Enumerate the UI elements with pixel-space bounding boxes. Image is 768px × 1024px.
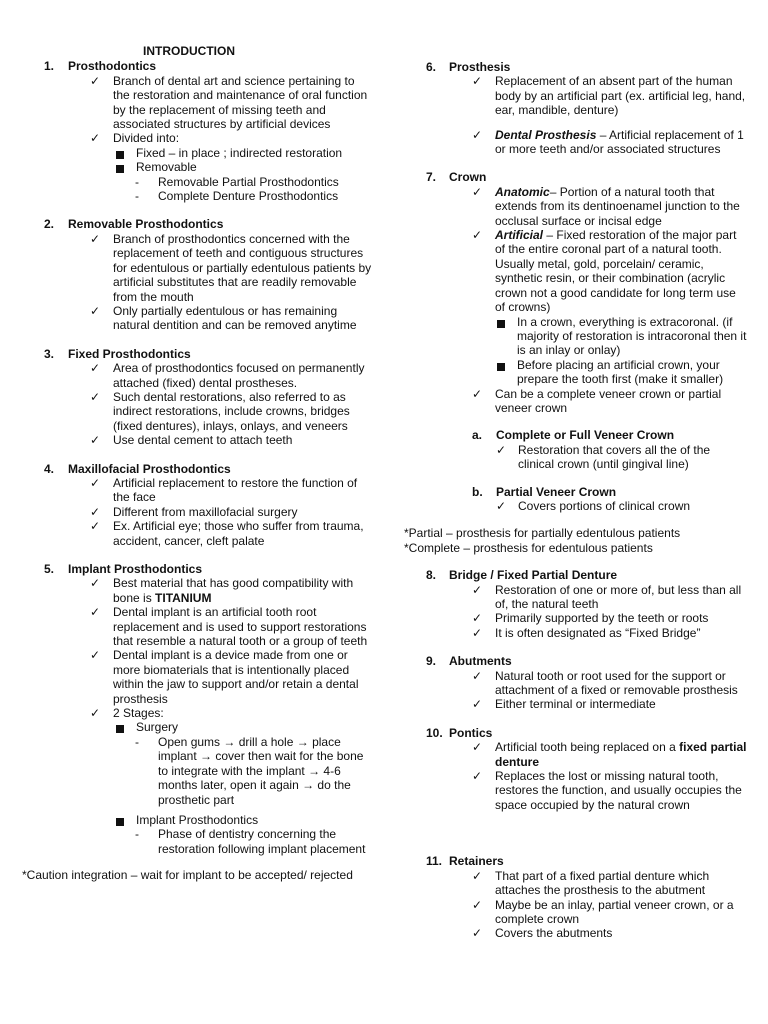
bullet-item	[90, 304, 372, 333]
check-icon: ✓	[496, 442, 507, 457]
section-heading	[404, 726, 749, 740]
bullet-item	[90, 505, 372, 519]
sub-bullet-text: Removable	[136, 160, 197, 175]
section-heading	[22, 462, 372, 476]
subsection-number: a.	[472, 428, 483, 443]
check-icon: ✓	[90, 576, 101, 591]
check-icon: ✓	[472, 127, 483, 142]
check-icon: ✓	[90, 361, 101, 376]
subsection-number: b.	[472, 484, 483, 499]
check-icon: ✓	[90, 73, 101, 88]
bullet-item	[90, 605, 372, 648]
dash-icon: -	[135, 734, 139, 749]
bullet-text: It is often designated as “Fixed Bridge”	[495, 625, 701, 640]
subsection-heading	[472, 428, 749, 442]
check-icon: ✓	[472, 184, 483, 199]
bullet-text: Such dental restorations, also referred to as indirect restorations, include crowns, bridges (fixed dentures), inlays, onlays, and veneers	[113, 389, 350, 433]
check-icon: ✓	[472, 740, 483, 755]
bullet-text: Branch of prosthodontics concerned with the replacement of teeth and contiguous structures for edentulous or partially edentulous patients by artificial substitutes that are readily removable from the mouth	[113, 231, 372, 304]
check-icon: ✓	[472, 611, 483, 626]
bullet-text: Restoration of one or more of, but less than all of, the natural teeth	[495, 582, 742, 611]
section-number: 3.	[44, 346, 55, 361]
bullet-text: Best material that has good compatibility with bone is TITANIUM	[113, 576, 354, 605]
section-title: Prosthesis	[449, 60, 511, 74]
section-number: 7.	[426, 170, 437, 185]
dash-item	[135, 735, 372, 807]
bullet-text: Can be a complete veneer crown or partial veneer crown	[495, 386, 722, 415]
bullet-text: Replacement of an absent part of the human body by an artificial part (ex. artificial leg, hand, ear, mandible, denture)	[495, 74, 746, 118]
dash-icon: -	[135, 174, 139, 189]
section-removable-prosthodontics	[22, 217, 372, 332]
check-icon: ✓	[90, 605, 101, 620]
bullet-text: Ex. Artificial eye; those who suffer from trauma, accident, cancer, cleft palate	[113, 519, 364, 548]
check-icon: ✓	[496, 498, 507, 513]
check-icon: ✓	[90, 303, 101, 318]
bullet-item	[90, 706, 372, 720]
section-heading	[22, 217, 372, 231]
bullet-item	[90, 74, 372, 132]
dash-text: Open gums → drill a hole → place implant → cover then wait for the bone to integrate with the implant → 4-6 months later, open it again → do the prosthetic part	[158, 734, 364, 807]
section-title: Abutments	[449, 654, 512, 669]
sub-bullet-text: Fixed – in place ; indirected restoration	[136, 145, 343, 160]
bullet-text: Replaces the lost or missing natural tooth, restores the function, and usually occupies the space occupied by the natural crown	[495, 769, 742, 812]
bullet-text: Maybe be an inlay, partial veneer crown, or a complete crown	[495, 897, 734, 926]
section-fixed-prosthodontics	[22, 347, 372, 448]
bullet-item	[90, 519, 372, 548]
bullet-text: Covers the abutments	[495, 926, 613, 941]
section-retainers	[404, 854, 749, 940]
bullet-item	[472, 769, 749, 812]
section-heading	[22, 59, 372, 73]
section-crown	[404, 170, 749, 555]
check-icon: ✓	[90, 648, 101, 663]
sub-bullet-item	[115, 720, 372, 734]
section-title: Retainers	[449, 854, 504, 869]
term-text: Anatomic	[495, 184, 550, 199]
square-bullet-icon	[496, 315, 517, 358]
bullet-item	[472, 611, 749, 625]
bullet-item	[496, 499, 749, 513]
bullet-text: Artificial tooth being replaced on a fixed partial denture	[495, 740, 747, 769]
dash-item	[135, 175, 372, 189]
section-heading	[404, 170, 749, 184]
sub-bullet-item	[115, 146, 372, 160]
section-heading	[404, 60, 749, 74]
dash-text: Removable Partial Prosthodontics	[158, 174, 339, 189]
sub-bullet-item	[115, 160, 372, 174]
bullet-text: Divided into:	[113, 131, 180, 146]
section-title: Removable Prosthodontics	[68, 217, 224, 232]
bullet-item	[472, 926, 749, 940]
bullet-text: Dental Prosthesis – Artificial replacement of 1 or more teeth and/or associated structures	[495, 127, 744, 157]
bullet-item	[472, 74, 749, 117]
check-icon: ✓	[472, 926, 483, 941]
subsection-title: Partial Veneer Crown	[496, 484, 617, 499]
check-icon: ✓	[90, 475, 101, 490]
section-title: Fixed Prosthodontics	[68, 346, 191, 361]
square-bullet-icon	[115, 160, 136, 174]
check-icon: ✓	[90, 389, 101, 404]
check-icon: ✓	[472, 386, 483, 401]
square-bullet-icon	[115, 146, 136, 160]
check-icon: ✓	[472, 582, 483, 597]
bullet-item	[472, 898, 749, 927]
section-title: Bridge / Fixed Partial Denture	[449, 568, 618, 583]
section-title: Maxillofacial Prosthodontics	[68, 461, 231, 476]
bullet-text: Area of prosthodontics focused on permanently attached (fixed) dental prostheses.	[113, 361, 365, 390]
sub-bullet-item	[496, 315, 749, 358]
term-text: Artificial	[495, 228, 544, 243]
subsection-title: Complete or Full Veneer Crown	[496, 428, 675, 443]
section-number: 8.	[426, 568, 437, 583]
check-icon: ✓	[472, 74, 483, 89]
check-icon: ✓	[472, 668, 483, 683]
section-number: 1.	[44, 59, 55, 74]
square-bullet-icon	[115, 720, 136, 734]
section-number: 10.	[426, 725, 443, 740]
section-abutments	[404, 654, 749, 712]
dash-text: Complete Denture Prosthodontics	[158, 189, 339, 204]
bullet-item	[472, 697, 749, 711]
bullet-item	[90, 476, 372, 505]
bullet-text: Natural tooth or root used for the support or attachment of a fixed or removable prosthesis	[495, 668, 738, 698]
section-number: 2.	[44, 217, 55, 232]
emphasis-text: fixed partial denture	[495, 740, 747, 769]
dash-icon: -	[135, 827, 139, 842]
partial-note: *Partial – prosthesis for partially edentulous patients	[404, 526, 681, 541]
bullet-text: Artificial replacement to restore the function of the face	[113, 475, 358, 505]
section-title: Crown	[449, 170, 487, 185]
section-maxillofacial-prosthodontics	[22, 462, 372, 548]
bullet-text: Only partially edentulous or has remaining natural dentition and can be removed anytime	[113, 303, 357, 333]
bullet-text: Artificial – Fixed restoration of the major part of the entire coronal part of a natural tooth. Usually metal, gold, porcelain/ ceramic, synthetic resin, or their combination (acrylic crown not a good candidate for long term use of crowns)	[495, 228, 737, 315]
check-icon: ✓	[472, 697, 483, 712]
bullet-item	[90, 576, 372, 605]
sub-bullet-text: In a crown, everything is extracoronal. (if majority of restoration is intracoronal then it is an inlay or onlay)	[517, 314, 747, 358]
bullet-text: Use dental cement to attach teeth	[113, 433, 293, 448]
section-heading	[404, 654, 749, 668]
bullet-text: Branch of dental art and science pertaining to the restoration and maintenance of oral function by the replacement of missing teeth and associated structures by artificial devices	[113, 73, 368, 132]
section-prosthodontics	[22, 59, 372, 203]
bullet-text: Dental implant is a device made from one or more biomaterials that is intentionally placed within the jaw to support and/or retain a dental prosthesis	[113, 648, 359, 706]
bullet-item	[90, 390, 372, 433]
section-number: 9.	[426, 654, 437, 669]
check-icon: ✓	[90, 433, 101, 448]
dash-icon: -	[135, 189, 139, 204]
section-number: 5.	[44, 562, 55, 576]
section-number: 6.	[426, 60, 437, 74]
square-bullet-icon	[496, 358, 517, 387]
subsection-heading	[472, 485, 749, 499]
check-icon: ✓	[90, 231, 101, 246]
section-prosthesis	[404, 60, 749, 156]
bullet-item	[472, 626, 749, 640]
bullet-text: Different from maxillofacial surgery	[113, 504, 298, 519]
bullet-text: Either terminal or intermediate	[495, 697, 656, 712]
check-icon: ✓	[90, 504, 101, 519]
bullet-item	[496, 443, 749, 472]
bullet-text: Dental implant is an artificial tooth root replacement and is used to support restorations that resemble a natural tooth or a group of teeth	[113, 605, 368, 649]
check-icon: ✓	[472, 625, 483, 640]
section-pontics	[404, 726, 749, 812]
section-heading	[404, 854, 749, 868]
bullet-item	[472, 185, 749, 228]
bullet-item	[472, 740, 749, 769]
bullet-item	[90, 648, 372, 706]
bullet-item	[472, 228, 749, 314]
section-heading	[22, 562, 372, 576]
left-column	[22, 44, 372, 883]
right-column	[404, 60, 749, 955]
check-icon: ✓	[472, 228, 483, 243]
dash-item	[135, 827, 372, 856]
section-implant-prosthodontics	[22, 562, 372, 856]
check-icon: ✓	[90, 131, 101, 146]
sub-bullet-text: Implant Prosthodontics	[136, 812, 259, 827]
sub-bullet-item	[115, 813, 372, 827]
square-bullet-icon	[115, 813, 136, 827]
bullet-item	[90, 131, 372, 145]
sub-bullet-text: Before placing an artificial crown, your prepare the tooth first (make it smaller)	[517, 357, 724, 387]
page-title: INTRODUCTION	[143, 44, 235, 58]
caution-note: *Caution integration – wait for implant to be accepted/ rejected	[22, 868, 353, 883]
section-heading	[22, 347, 372, 361]
section-number: 4.	[44, 461, 55, 476]
check-icon: ✓	[472, 897, 483, 912]
bullet-text: That part of a fixed partial denture which attaches the prosthesis to the abutment	[495, 868, 710, 898]
sub-bullet-text: Surgery	[136, 720, 179, 735]
dash-text: Phase of dentistry concerning the restoration following implant placement	[158, 827, 366, 856]
bullet-item	[90, 433, 372, 447]
bullet-text: Covers portions of clinical crown	[518, 498, 691, 513]
bullet-text: Primarily supported by the teeth or roots	[495, 611, 709, 626]
complete-note: *Complete – prosthesis for edentulous patients	[404, 540, 653, 555]
check-icon: ✓	[90, 706, 101, 721]
section-number: 11.	[426, 854, 443, 869]
bullet-item	[472, 128, 749, 157]
bullet-item	[472, 387, 749, 416]
section-title: Prosthodontics	[68, 59, 157, 74]
bullet-item	[472, 669, 749, 698]
check-icon: ✓	[472, 769, 483, 784]
check-icon: ✓	[472, 868, 483, 883]
sub-bullet-item	[496, 358, 749, 387]
bullet-item	[472, 869, 749, 898]
bullet-item	[90, 232, 372, 304]
section-heading	[404, 568, 749, 582]
emphasis-text: TITANIUM	[155, 590, 212, 605]
bullet-item	[472, 583, 749, 612]
check-icon: ✓	[90, 519, 101, 534]
bullet-item	[90, 361, 372, 390]
bullet-text: Restoration that covers all the of the clinical crown (until gingival line)	[518, 442, 711, 472]
term-text: Dental Prosthesis	[495, 127, 597, 142]
dash-item	[135, 189, 372, 203]
section-title: Implant Prosthodontics	[68, 562, 203, 576]
section-title: Pontics	[449, 725, 493, 740]
bullet-text: 2 Stages:	[113, 706, 164, 721]
section-bridge	[404, 568, 749, 640]
bullet-text: Anatomic– Portion of a natural tooth that extends from its dentinoenamel junction to the occlusal surface or incisal edge	[495, 184, 740, 228]
